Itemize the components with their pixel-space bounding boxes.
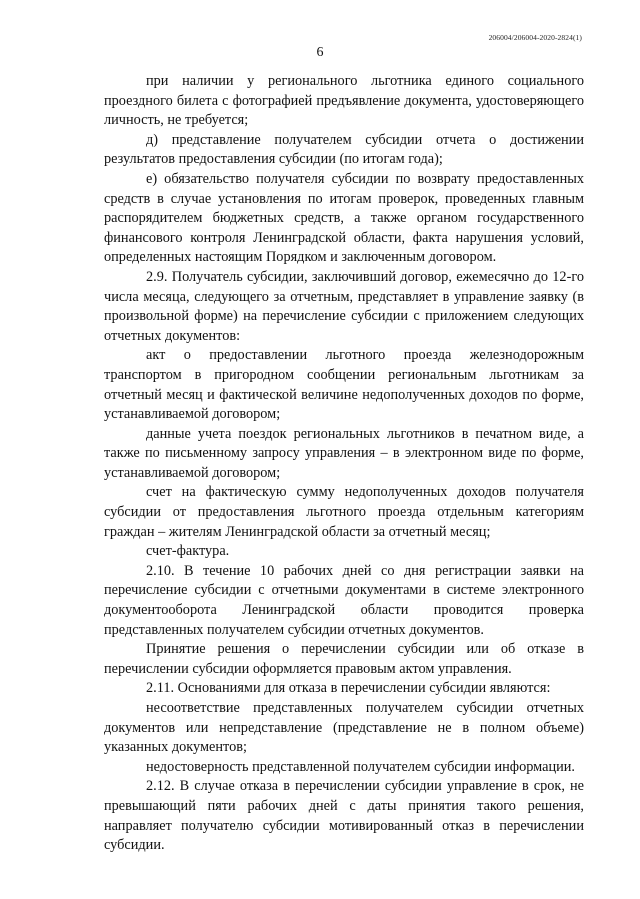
- document-body: [104, 72, 584, 856]
- paragraph-unreliability: недостоверность представленной получателем субсидии информации.: [146, 758, 575, 775]
- paragraph-2-12: 2.12. В случае отказа в перечислении субсидии управление в срок, не превышающий пяти рабочих дней с даты принятия такого решения, направляет получателю субсидии мотивированный отказ в перечислении субсидии.: [104, 778, 584, 854]
- paragraph-2-10: 2.10. В течение 10 рабочих дней со дня регистрации заявки на перечисление субсидии с отчетными документами в системе электронного документооборота Ленинградской области проводится проверка представленных получателем субсидии отчетных документов.: [104, 562, 584, 638]
- paragraph-item-d-report: д) представление получателем субсидии отчета о достижении результатов предоставления субсидии (по итогам года);: [104, 131, 584, 168]
- paragraph-act: акт о предоставлении льготного проезда железнодорожным транспортом в пригородном сообщении региональным льготникам за отчетный месяц и фактической величине недополученных доходов по форме, устанавливаемой договором;: [104, 347, 584, 423]
- paragraph-non-compliance: несоответствие представленных получателем субсидии отчетных документов или непредставление (представление не в полном объеме) указанных документов;: [104, 700, 584, 756]
- page-number: 6: [316, 45, 324, 60]
- paragraph-item-e-obligation: е) обязательство получателя субсидии по возврату предоставленных средств в случае установления по итогам проверок, проведенных главным распорядителем бюджетных средств, а также органом государственного финансового контроля Ленинградской области, факта нарушения условий, определенных настоящим Порядком и заключенным договором.: [104, 170, 584, 266]
- paragraph-trip-data: данные учета поездок региональных льготников в печатном виде, а также по письменному запросу управления – в электронном виде по форме, устанавливаемой договором;: [104, 425, 584, 481]
- paragraph-2-9: 2.9. Получатель субсидии, заключивший договор, ежемесячно до 12-го числа месяца, следующего за отчетным, представляет в управление заявку (в произвольной форме) на перечисление субсидии с приложением следующих отчетных документов:: [104, 268, 584, 344]
- paragraph-vat-invoice: счет-фактура.: [146, 543, 230, 560]
- paragraph-invoice: счет на фактическую сумму недополученных доходов получателя субсидии от предоставления льготного проезда отдельным категориям граждан – жителям Ленинградской области за отчетный месяц;: [104, 484, 584, 540]
- paragraph-decision: Принятие решения о перечислении субсидии или об отказе в перечислении субсидии оформляется правовым актом управления.: [104, 641, 584, 677]
- document-registration-number: 206004/206004-2020-2824(1): [488, 33, 582, 42]
- paragraph-ticket-condition: при наличии у регионального льготника единого социального проездного билета с фотографией предъявление документа, удостоверяющего личность, не требуется;: [104, 73, 584, 129]
- paragraph-2-11: 2.11. Основаниями для отказа в перечислении субсидии являются:: [146, 680, 551, 697]
